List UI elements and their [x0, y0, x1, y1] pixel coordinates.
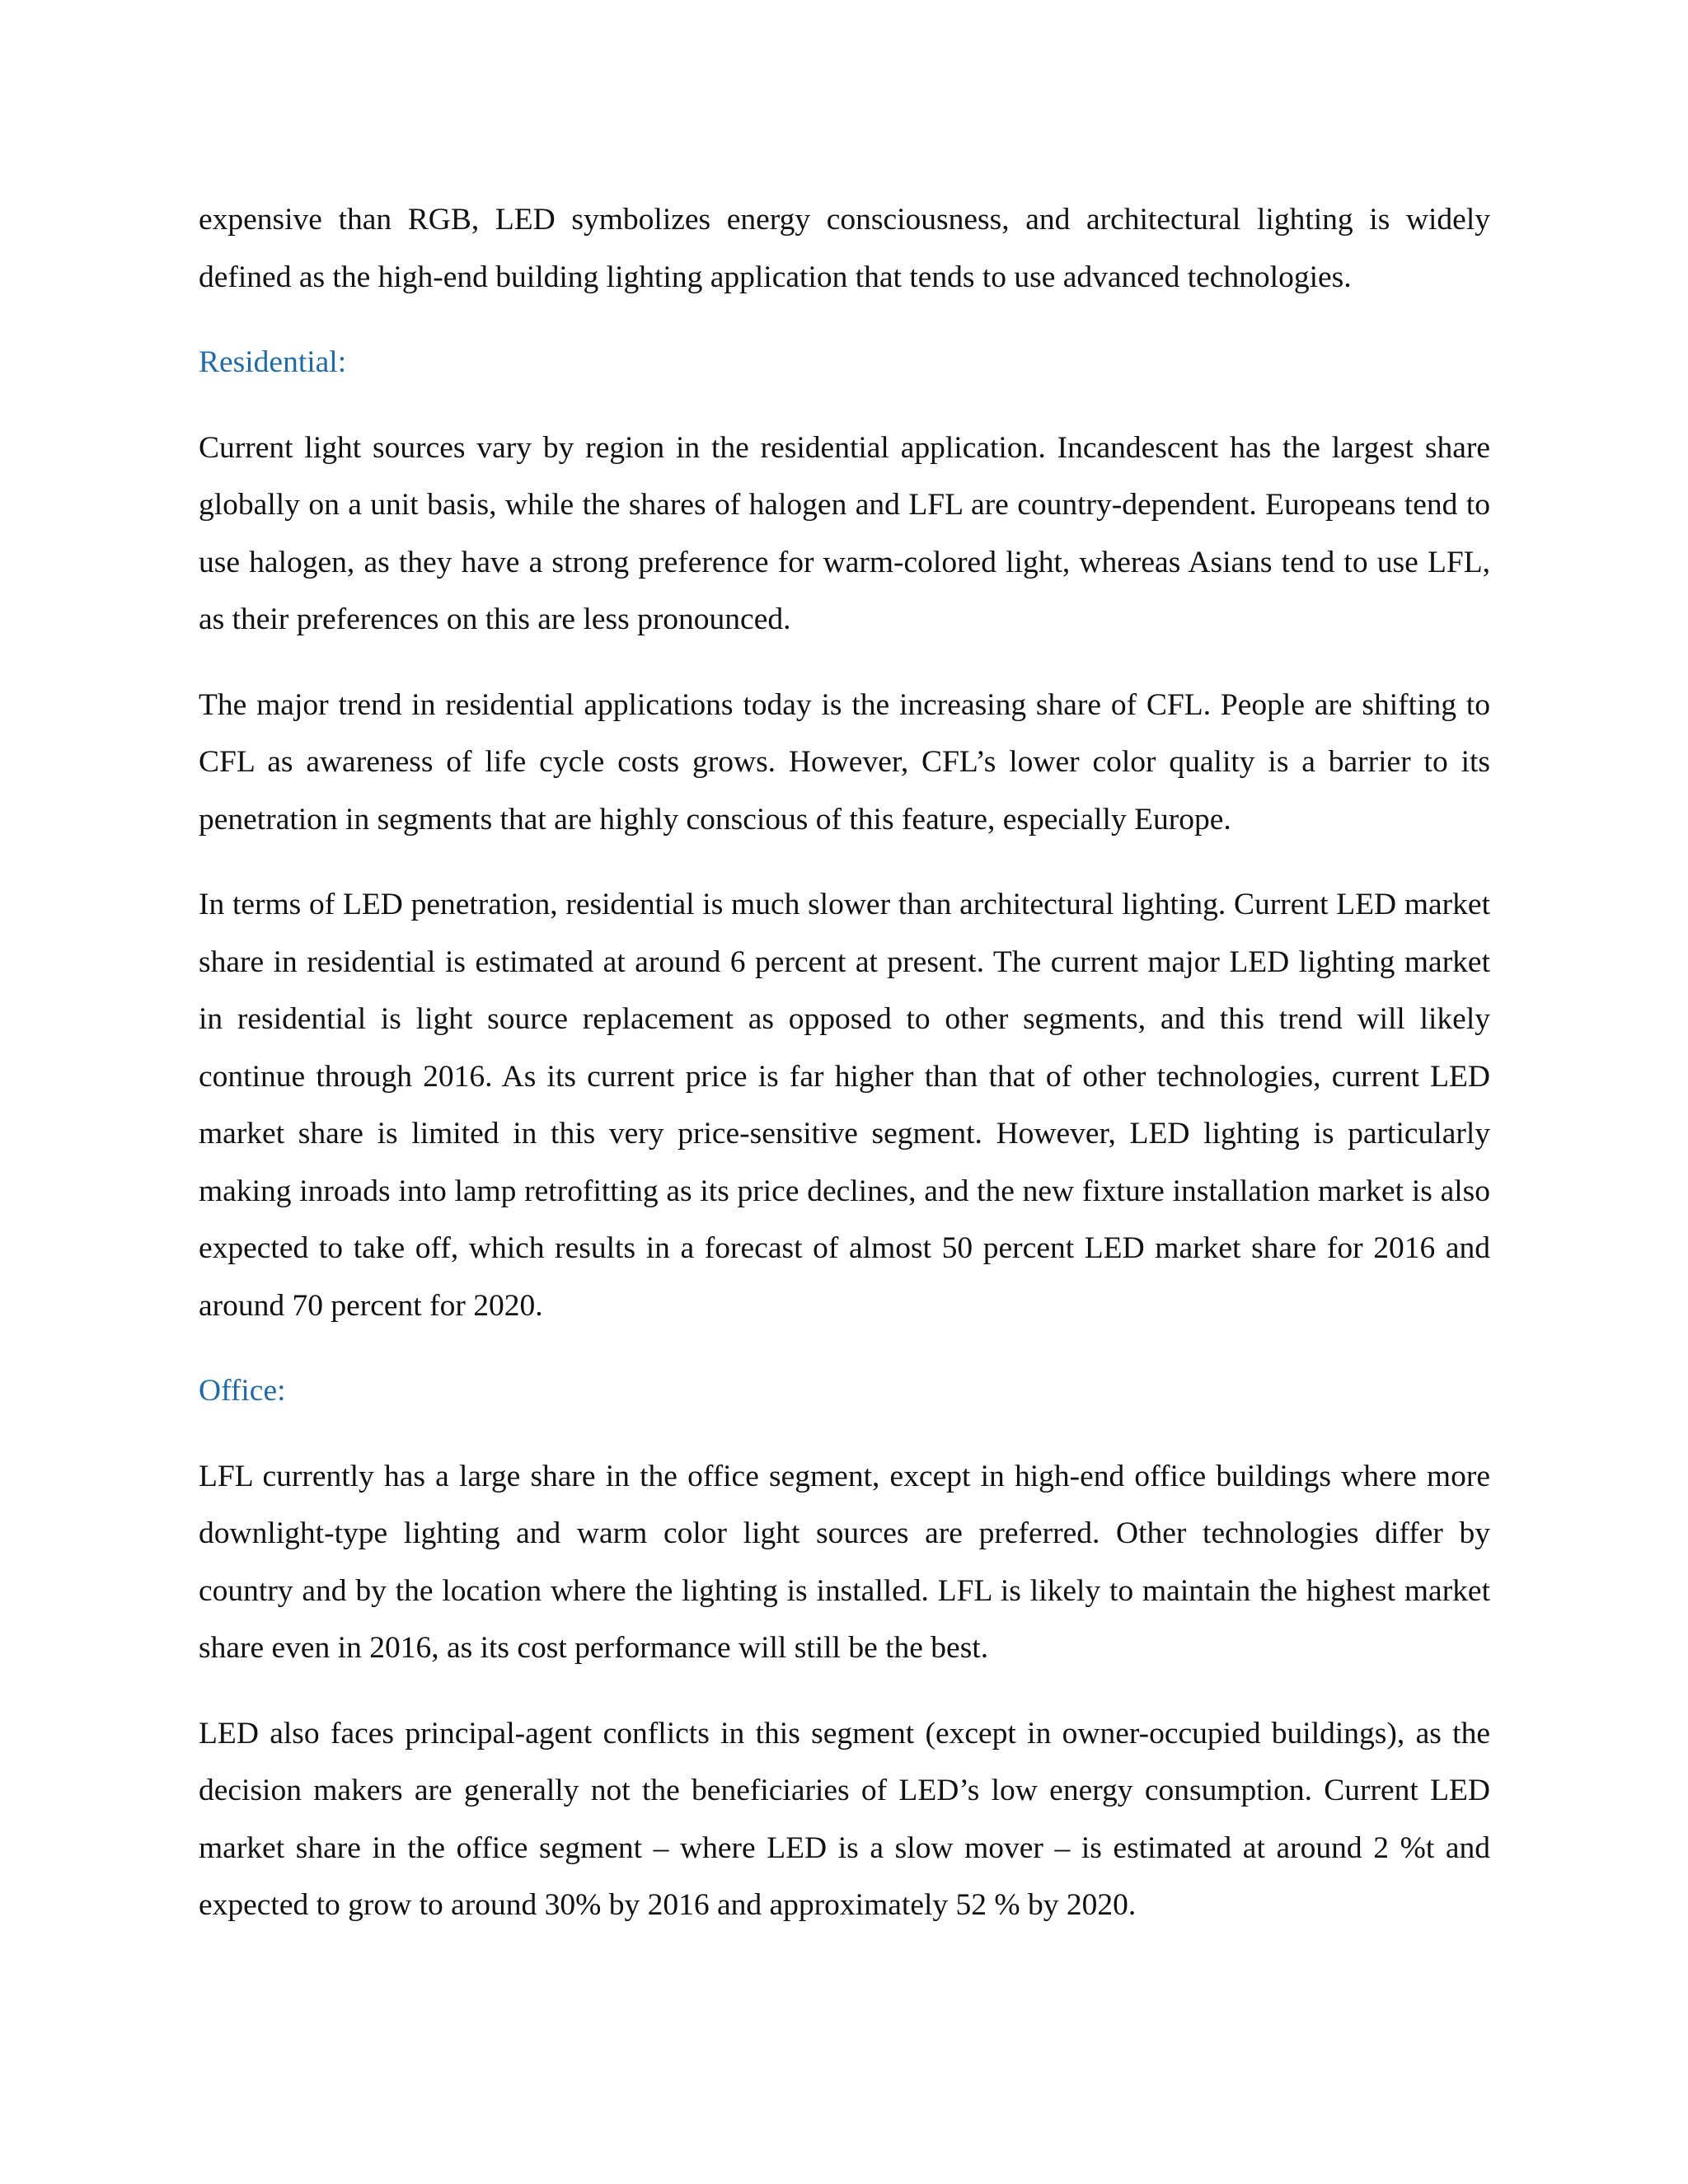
- office-heading: Office:: [199, 1374, 286, 1408]
- document-body: [199, 191, 1490, 1962]
- office-paragraph-2: LED also faces principal-agent conflicts in this segment (except in owner-occupied buildings), as the decision makers are generally not the beneficiaries of LED’s low energy consumption. Current LED market share in the office segment – where LED is a slow mover – is estimated at around 2 %t and expected to grow to around 30% by 2016 and approximately 52 % by 2020.: [199, 1716, 1490, 1922]
- residential-paragraph-2: The major trend in residential applications today is the increasing share of CFL. People are shifting to CFL as awareness of life cycle costs grows. However, CFL’s lower color quality is a barrier to its penetration in segments that are highly conscious of this feature, especially Europe.: [199, 687, 1490, 837]
- intro-paragraph: expensive than RGB, LED symbolizes energy consciousness, and architectural lighting is widely defined as the high-end building lighting application that tends to use advanced technologies.: [199, 203, 1490, 294]
- residential-paragraph-1: Current light sources vary by region in the residential application. Incandescent has the largest share globally on a unit basis, while the shares of halogen and LFL are country-dependent. Europeans tend to use halogen, as they have a strong preference for warm-colored light, whereas Asians tend to use LFL, as their preferences on this are less pronounced.: [199, 430, 1490, 636]
- office-paragraph-1: LFL currently has a large share in the office segment, except in high-end office buildings where more downlight-type lighting and warm color light sources are preferred. Other technologies differ by country and by the location where the lighting is installed. LFL is likely to maintain the highest market share even in 2016, as its cost performance will still be the best.: [199, 1459, 1490, 1665]
- residential-paragraph-3: In terms of LED penetration, residential is much slower than architectural lighting. Current LED market share in residential is estimated at around 6 percent at present. The current major LED lighting market in residential is light source replacement as opposed to other segments, and this trend will likely continue through 2016. As its current price is far higher than that of other technologies, current LED market share is limited in this very price-sensitive segment. However, LED lighting is particularly making inroads into lamp retrofitting as its price declines, and the new fixture installation market is also expected to take off, which results in a forecast of almost 50 percent LED market share for 2016 and around 70 percent for 2020.: [199, 888, 1490, 1323]
- residential-heading: Residential:: [199, 345, 347, 379]
